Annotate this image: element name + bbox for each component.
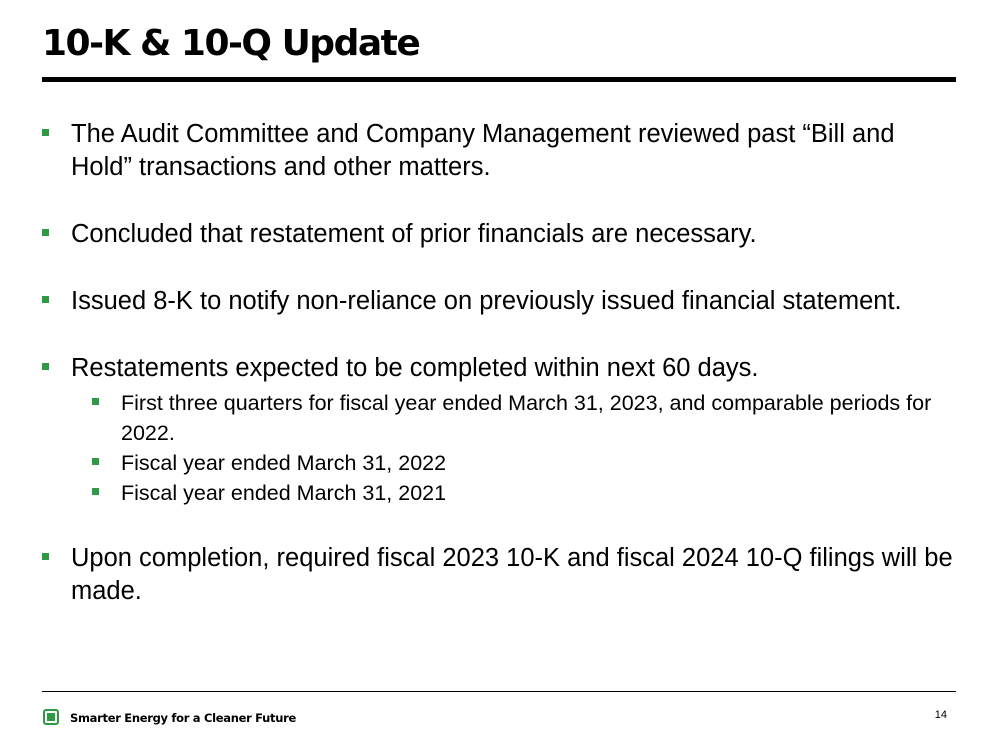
slide-title: 10-K & 10-Q Update: [42, 23, 420, 64]
bullet-text: Restatements expected to be completed within next 60 days.: [71, 354, 759, 382]
sub-bullet-item: [71, 448, 956, 478]
footer-divider: [42, 691, 956, 692]
bullet-square-icon: [42, 129, 49, 136]
sub-bullet-text: First three quarters for fiscal year ended March 31, 2023, and comparable periods for 2022.: [121, 391, 932, 445]
bullet-text: Upon completion, required fiscal 2023 10-K and fiscal 2024 10-Q filings will be made.: [71, 544, 953, 605]
sub-bullet-square-icon: [92, 398, 99, 405]
page-number: 14: [934, 709, 947, 721]
company-logo-icon: [43, 709, 59, 725]
title-divider: [42, 77, 956, 82]
bullet-item: [42, 542, 956, 608]
bullet-text: Concluded that restatement of prior financials are necessary.: [71, 220, 757, 248]
sub-bullet-list: [71, 388, 956, 508]
bullet-text: The Audit Committee and Company Management reviewed past “Bill and Hold” transactions and other matters.: [71, 120, 895, 181]
slide-body: [42, 118, 956, 608]
sub-bullet-item: [71, 388, 956, 448]
sub-bullet-text: Fiscal year ended March 31, 2021: [121, 481, 447, 505]
bullet-square-icon: [42, 229, 49, 236]
bullet-square-icon: [42, 553, 49, 560]
sub-bullet-item: [71, 478, 956, 508]
bullet-square-icon: [42, 363, 49, 370]
footer-tagline: Smarter Energy for a Cleaner Future: [70, 711, 296, 725]
sub-bullet-text: Fiscal year ended March 31, 2022: [121, 451, 447, 475]
bullet-text: Issued 8-K to notify non-reliance on previously issued financial statement.: [71, 287, 902, 315]
sub-bullet-square-icon: [92, 458, 99, 465]
bullet-item: [42, 285, 956, 318]
bullet-square-icon: [42, 296, 49, 303]
bullet-item: [42, 118, 956, 184]
bullet-item: [42, 218, 956, 251]
sub-bullet-square-icon: [92, 488, 99, 495]
bullet-item: [42, 352, 956, 508]
